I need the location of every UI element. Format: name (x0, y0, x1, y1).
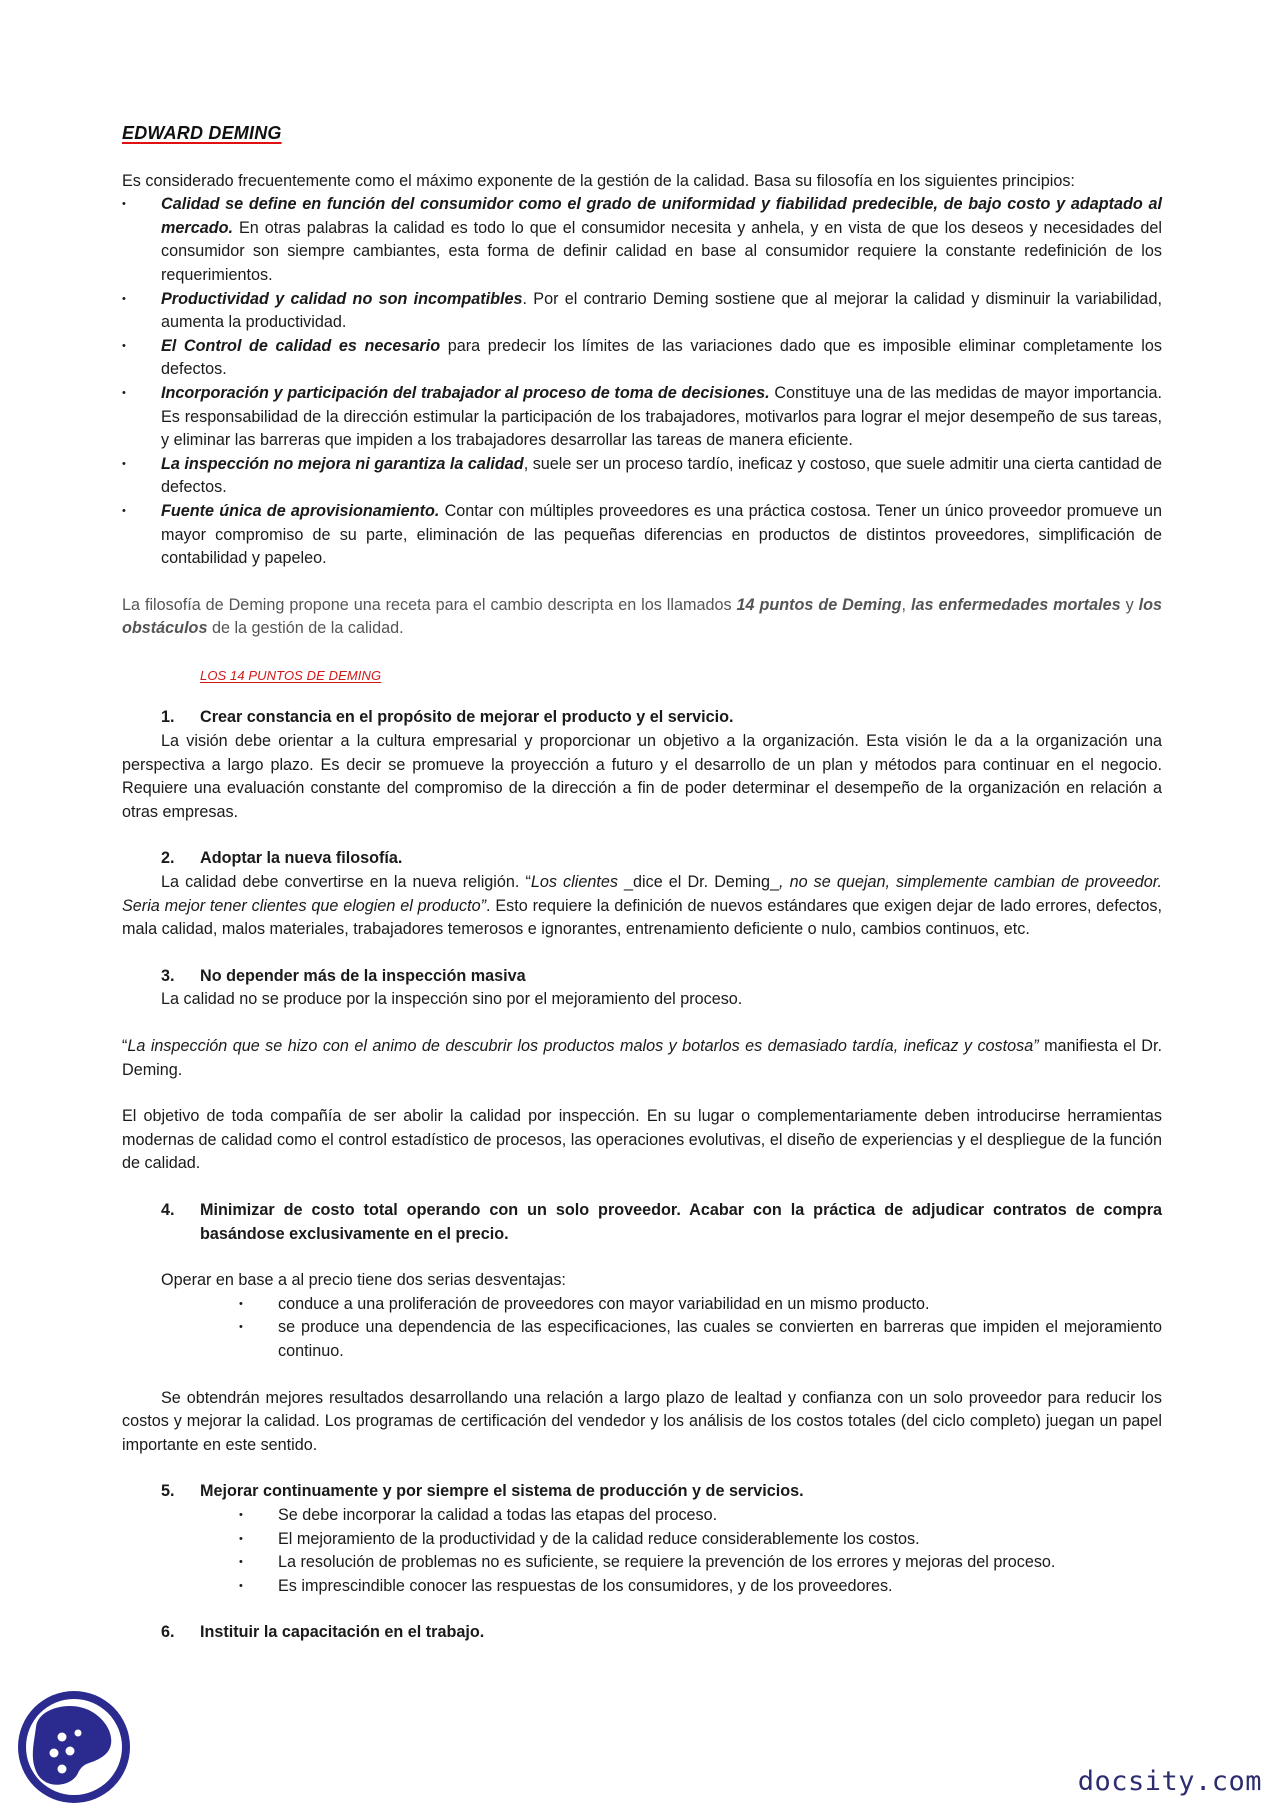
intro-paragraph: Es considerado frecuentemente como el máximo exponente de la gestión de la calidad. Basa su filosofía en los siguientes principios: (122, 171, 1075, 190)
point-3-heading (122, 965, 1162, 989)
text-run: de la gestión de la calidad. (207, 619, 404, 638)
point-title: Crear constancia en el propósito de mejorar el producto y el servicio. (200, 708, 734, 727)
list-item: • Se debe incorporar la calidad a todas las etapas del proceso. (239, 1504, 1162, 1528)
list-item (122, 453, 1162, 500)
text-run: manifiesta el Dr. Deming. (122, 1037, 1162, 1079)
principle-bold: Calidad se define en función del consumidor como el grado de uniformidad y fiabilidad predecible, de bajo costo y adaptado al mercado. (161, 195, 1162, 237)
text-run: . Esto requiere la definición de nuevos estándares que exigen dejar de lado errores, defectos, mala calidad, malos materiales, trabajadores temerosos e ignorantes, entrenamiento deficiente o nulo, cambios continuos, etc. (122, 896, 1162, 939)
text-run-bold: los obstáculos (122, 595, 1163, 638)
principle-bold: Incorporación y participación del trabajador al proceso de toma de decisiones. (161, 383, 770, 402)
point-title: Minimizar de costo total operando con un solo proveedor. Acabar con la práctica de adjudicar contratos de compra basándose exclusivamente en el precio. (200, 1200, 1162, 1243)
point-1-body: La visión debe orientar a la cultura empresarial y proporcionar un objetivo a la organización. Esta visión le da a la organización una perspectiva a largo plazo. Es decir se promueve la proyección a futuro y el desarrollo de un plan y métodos para continuar en el negocio. Requiere una evaluación constante del compromiso de la dirección a fin de poder determinar el desempeño de la organización en relación a otras empresas. (122, 732, 1162, 821)
point-title: Adoptar la nueva filosofía. (200, 849, 403, 868)
point-title: No depender más de la inspección masiva (200, 966, 526, 985)
point-1-heading (122, 706, 1162, 730)
principle-bold: Fuente única de aprovisionamiento. (161, 501, 440, 520)
list-item: • Es imprescindible conocer las respuestas de los consumidores, y de los proveedores. (239, 1575, 1162, 1599)
point-3-quote (122, 1035, 1162, 1082)
text-run: , (901, 595, 911, 614)
principle-bold: La inspección no mejora ni garantiza la calidad (161, 454, 524, 473)
principle-text: Constituye una de las medidas de mayor importancia. Es responsabilidad de la dirección estimular la participación de los trabajadores, motivarlos para lograr el mejor desempeño de sus tareas, y eliminar las barreras que impiden a los trabajadores desarrollar las tareas de manera eficiente. (161, 383, 1163, 450)
list-item (122, 193, 1162, 287)
point-number: 1. (161, 708, 175, 727)
point-number: 6. (161, 1623, 175, 1642)
point-title: Instituir la capacitación en el trabajo. (200, 1623, 485, 1642)
point-3-paragraph: El objetivo de toda compañía de ser abolir la calidad por inspección. En su lugar o complementariamente deben introducirse herramientas modernas de calidad como el control estadístico de procesos, las operaciones evolutivas, el diseño de experiencias y el despliegue de la función de calidad. (122, 1107, 1162, 1173)
point-number: 5. (161, 1482, 175, 1501)
principle-text: En otras palabras la calidad es todo lo que el consumidor necesita y anhela, y en vista de que los deseos y necesidades del consumidor son siempre cambiantes, esta forma de definir calidad en base al consumidor requiere la constante redefinición de los requerimientos. (161, 218, 1162, 284)
list-item: • El mejoramiento de la productividad y de la calidad reduce considerablemente los costos. (239, 1528, 1162, 1552)
point-2-body (122, 871, 1162, 942)
point-number: 3. (161, 966, 175, 985)
list-item: • se produce una dependencia de las especificaciones, las cuales se convierten en barreras que impiden el mejoramiento continuo. (239, 1316, 1162, 1363)
principle-bold: Productividad y calidad no son incompatibles (161, 289, 523, 308)
point-5-bullets (239, 1504, 1162, 1598)
list-item (122, 288, 1162, 335)
text-run-bold: 14 puntos de Deming (736, 595, 902, 614)
principles-list (122, 193, 1162, 571)
point-2-heading (122, 847, 1162, 871)
point-4-closing: Se obtendrán mejores resultados desarrollando una relación a largo plazo de lealtad y confianza con un solo proveedor para reducir los costos y mejorar la calidad. Los programas de certificación del vendedor y los análisis de los costos totales (del ciclo completo) juegan un papel importante en este sentido. (122, 1388, 1162, 1454)
principle-bold: El Control de calidad es necesario (161, 336, 441, 355)
quote-text: La inspección que se hizo con el animo de descubrir los productos malos y botarlos es demasiado tardía, ineficaz y costosa” (127, 1037, 1039, 1055)
list-item (122, 500, 1162, 571)
point-4-bullets (239, 1293, 1162, 1364)
docsity-logo-icon[interactable] (14, 1687, 134, 1807)
principle-text: . Por el contrario Deming sostiene que al mejorar la calidad y disminuir la variabilidad, aumenta la productividad. (161, 289, 1162, 332)
text-run: _dice el Dr. Deming_ (617, 873, 780, 892)
watermark-link[interactable]: docsity.com (1077, 1766, 1262, 1797)
text-run-bold: las enfermedades mortales (911, 595, 1121, 614)
point-number: 2. (161, 849, 175, 868)
text-run: La calidad debe convertirse en la nueva religión. “ (161, 873, 531, 892)
document-page (122, 122, 1162, 1645)
page-title: EDWARD DEMING (122, 123, 282, 143)
text-run-italic: Los clientes (530, 873, 618, 892)
principle-text: , suele ser un proceso tardío, ineficaz y costoso, que suele admitir una cierta cantidad de defectos. (161, 454, 1162, 497)
philosophy-paragraph (122, 594, 1162, 641)
text-run: “ (122, 1037, 128, 1055)
text-run-italic: , no se quejan, simplemente cambian de proveedor. Seria mejor tener clientes que elogien el producto” (122, 873, 1162, 915)
point-number: 4. (161, 1200, 175, 1219)
section-subheading: LOS 14 PUNTOS DE DEMING (200, 667, 382, 683)
point-6-heading (122, 1621, 1162, 1645)
text-run: y (1120, 595, 1139, 614)
point-5-heading (122, 1480, 1162, 1504)
list-item: • La resolución de problemas no es suficiente, se requiere la prevención de los errores y mejoras del proceso. (239, 1551, 1162, 1575)
list-item: • conduce a una proliferación de proveedores con mayor variabilidad en un mismo producto. (239, 1293, 1162, 1317)
principle-text: para predecir los límites de las variaciones dado que es imposible eliminar completamente los defectos. (161, 336, 1162, 379)
text-run: La filosofía de Deming propone una receta para el cambio descripta en los llamados (122, 595, 737, 614)
point-3-body: La calidad no se produce por la inspección sino por el mejoramiento del proceso. (161, 990, 743, 1009)
list-item (122, 382, 1162, 453)
point-4-heading (122, 1199, 1162, 1246)
point-4-lead: Operar en base a al precio tiene dos serias desventajas: (161, 1271, 566, 1290)
point-title: Mejorar continuamente y por siempre el sistema de producción y de servicios. (200, 1482, 804, 1501)
list-item (122, 335, 1162, 382)
principle-text: Contar con múltiples proveedores es una práctica costosa. Tener un único proveedor promueve un mayor compromiso de su parte, eliminación de las pequeñas diferencias en productos de distintos proveedores, simplificación de contabilidad y papeleo. (161, 501, 1162, 568)
